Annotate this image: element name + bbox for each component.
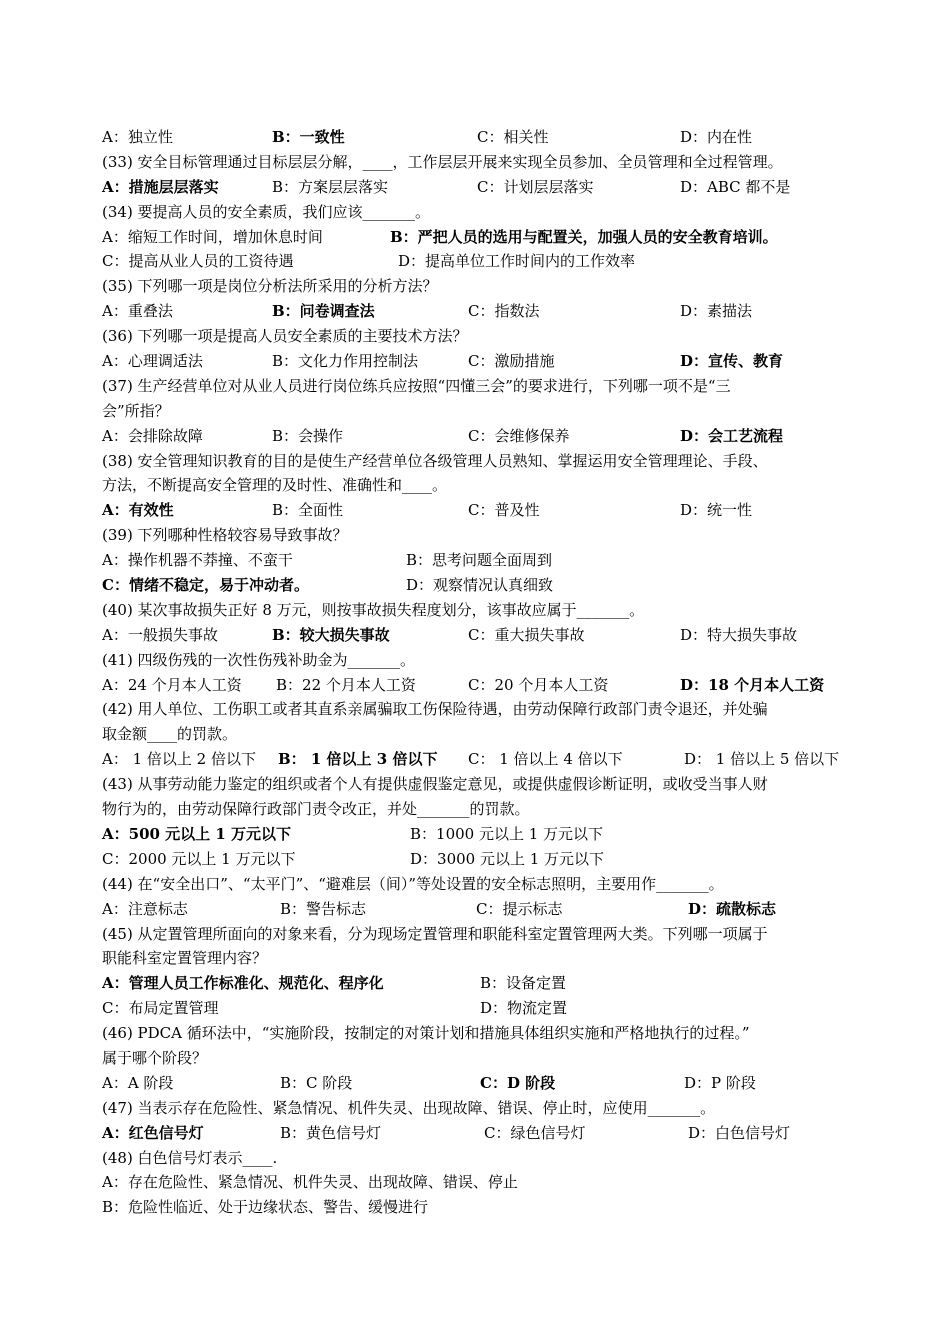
answer-option: C：会维修保养 bbox=[468, 426, 570, 445]
options-row bbox=[102, 1121, 862, 1146]
text-line: (40) 某次事故损失正好 8 万元，则按事故损失程度划分，该事故应属于_______。 bbox=[102, 600, 645, 619]
text-line: 物行为的，由劳动保障行政部门责令改正，并处_______的罚款。 bbox=[102, 800, 530, 819]
options-row bbox=[102, 623, 862, 648]
text-line: (33) 安全目标管理通过目标层层分解，____，工作层层开展来实现全员参加、全员管理和全过程管理。 bbox=[102, 152, 783, 171]
options-row bbox=[102, 673, 862, 698]
answer-option: B：C 阶段 bbox=[280, 1073, 353, 1092]
options-row bbox=[102, 573, 862, 598]
answer-option: C：重大损失事故 bbox=[468, 625, 585, 644]
answer-option: A：操作机器不莽撞、不蛮干 bbox=[102, 551, 293, 570]
answer-option: D：ABC 都不是 bbox=[680, 177, 791, 196]
answer-option-correct: B：一致性 bbox=[272, 128, 345, 146]
answer-option: B：文化力作用控制法 bbox=[272, 352, 419, 371]
answer-option-correct: A：500 元以上 1 万元以下 bbox=[102, 824, 292, 843]
answer-option: A：A 阶段 bbox=[102, 1073, 174, 1092]
options-row bbox=[102, 249, 862, 274]
text-line: (34) 要提高人员的安全素质，我们应该_______。 bbox=[102, 202, 431, 221]
options-row bbox=[102, 125, 862, 150]
answer-option-correct: B：较大损失事故 bbox=[272, 625, 390, 644]
text-line: (41) 四级伤残的一次性伤残补助金为_______。 bbox=[102, 650, 416, 669]
options-row bbox=[102, 996, 862, 1021]
text-line: (39) 下列哪种性格较容易导致事故？ bbox=[102, 526, 348, 545]
answer-option: D：统一性 bbox=[680, 501, 753, 520]
options-row bbox=[102, 1071, 862, 1096]
answer-option: B：22 个月本人工资 bbox=[276, 675, 416, 694]
answer-option: D：提高单位工作时间内的工作效率 bbox=[398, 252, 636, 271]
answer-option: B：方案层层落实 bbox=[272, 177, 389, 196]
answer-option-correct: B：严把人员的选用与配置关，加强人员的安全教育培训。 bbox=[390, 227, 778, 246]
options-row bbox=[102, 971, 862, 996]
text-line: (46) PDCA 循环法中，“实施阶段，按制定的对策计划和措施具体组织实施和严格地执行的过程。” bbox=[102, 1024, 750, 1043]
options-row bbox=[102, 747, 862, 772]
answer-option: C：计划层层落实 bbox=[477, 177, 594, 196]
answer-option: C： 1 倍以上 4 倍以下 bbox=[468, 750, 623, 769]
answer-option-correct: D：宣传、教育 bbox=[680, 352, 784, 371]
answer-option-correct: A：有效性 bbox=[102, 501, 174, 520]
answer-option: D： 1 倍以上 5 倍以下 bbox=[684, 750, 840, 769]
answer-option: D：白色信号灯 bbox=[688, 1123, 791, 1142]
answer-option-correct: D：18 个月本人工资 bbox=[680, 675, 825, 694]
text-line: (37) 生产经营单位对从业人员进行岗位练兵应按照“四懂三会”的要求进行，下列哪一项不是“三 bbox=[102, 376, 731, 395]
text-line: 会”所指？ bbox=[102, 401, 170, 420]
answer-option-correct: D：会工艺流程 bbox=[680, 426, 784, 445]
answer-option: A： 1 倍以上 2 倍以下 bbox=[102, 750, 256, 769]
text-line: (42) 用人单位、工伤职工或者其直系亲属骗取工伤保险待遇，由劳动保障行政部门责令退还，并处骗 bbox=[102, 700, 768, 719]
options-row bbox=[102, 175, 862, 200]
answer-option: C：普及性 bbox=[468, 501, 540, 520]
answer-option: D：特大损失事故 bbox=[680, 625, 798, 644]
answer-option: A：重叠法 bbox=[102, 302, 173, 321]
text-line: (45) 从定置管理所面向的对象来看，分为现场定置管理和职能科室定置管理两大类。下列哪一项属于 bbox=[102, 924, 768, 943]
answer-option: D：P 阶段 bbox=[684, 1073, 756, 1092]
text-line: (38) 安全管理知识教育的目的是使生产经营单位各级管理人员熟知、掌握运用安全管理理论、手段、 bbox=[102, 451, 768, 470]
options-row bbox=[102, 424, 862, 449]
answer-option: C：提高从业人员的工资待遇 bbox=[102, 252, 294, 271]
text-line: (36) 下列哪一项是提高人员安全素质的主要技术方法？ bbox=[102, 327, 468, 346]
answer-option-correct: D：疏散标志 bbox=[688, 899, 777, 918]
answer-option-correct: C：D 阶段 bbox=[480, 1073, 556, 1092]
answer-option: B：设备定置 bbox=[480, 974, 567, 993]
answer-option: C：提示标志 bbox=[476, 899, 563, 918]
question-list bbox=[102, 125, 862, 1220]
text-line: 职能科室定置管理内容？ bbox=[102, 949, 268, 968]
answer-option: A：一般损失事故 bbox=[102, 625, 218, 644]
text-line: (47) 当表示存在危险性、紧急情况、机件失灵、出现故障、错误、停止时，应使用_______。 bbox=[102, 1098, 716, 1117]
answer-option: D：3000 元以上 1 万元以下 bbox=[410, 849, 605, 868]
answer-option-correct: A：管理人员工作标准化、规范化、程序化 bbox=[102, 974, 384, 993]
text-line: (35) 下列哪一项是岗位分析法所采用的分析方法？ bbox=[102, 277, 438, 296]
answer-option: A：24 个月本人工资 bbox=[102, 675, 242, 694]
answer-option: C：2000 元以上 1 万元以下 bbox=[102, 849, 296, 868]
answer-option-correct: A：措施层层落实 bbox=[102, 177, 219, 196]
text-line: B：危险性临近、处于边缘状态、警告、缓慢进行 bbox=[102, 1198, 429, 1217]
answer-option: D：素描法 bbox=[680, 302, 753, 321]
answer-option: B：会操作 bbox=[272, 426, 344, 445]
answer-option: C：相关性 bbox=[477, 128, 549, 146]
options-row bbox=[102, 299, 862, 324]
text-line: (48) 白色信号灯表示____. bbox=[102, 1148, 278, 1167]
options-row bbox=[102, 225, 862, 250]
answer-option: B：黄色信号灯 bbox=[280, 1123, 382, 1142]
answer-option: B：全面性 bbox=[272, 501, 344, 520]
answer-option: D：观察情况认真细致 bbox=[406, 576, 554, 595]
text-line: 方法，不断提高安全管理的及时性、准确性和____。 bbox=[102, 476, 448, 495]
answer-option: C：20 个月本人工资 bbox=[468, 675, 609, 694]
options-row bbox=[102, 349, 862, 374]
answer-option: C：指数法 bbox=[468, 302, 540, 321]
options-row bbox=[102, 847, 862, 872]
answer-option: C：绿色信号灯 bbox=[484, 1123, 586, 1142]
text-line: (44) 在“安全出口”、“太平门”、“避难层（间）”等处设置的安全标志照明，主要用作_______。 bbox=[102, 874, 724, 893]
answer-option: A：会排除故障 bbox=[102, 426, 203, 445]
answer-option: C：布局定置管理 bbox=[102, 999, 219, 1018]
text-line: 取金额____的罚款。 bbox=[102, 725, 238, 744]
answer-option: D：物流定置 bbox=[480, 999, 568, 1018]
answer-option: D：内在性 bbox=[680, 128, 753, 146]
options-row bbox=[102, 548, 862, 573]
text-line: A：存在危险性、紧急情况、机件失灵、出现故障、错误、停止 bbox=[102, 1173, 518, 1192]
answer-option-correct: A：红色信号灯 bbox=[102, 1123, 204, 1142]
answer-option: B：警告标志 bbox=[280, 899, 367, 918]
options-row bbox=[102, 822, 862, 847]
answer-option: A：独立性 bbox=[102, 128, 173, 146]
options-row bbox=[102, 897, 862, 922]
answer-option-correct: C：情绪不稳定，易于冲动者。 bbox=[102, 576, 309, 595]
answer-option: C：激励措施 bbox=[468, 352, 555, 371]
answer-option: A：缩短工作时间，增加休息时间 bbox=[102, 227, 323, 246]
answer-option: A：心理调适法 bbox=[102, 352, 203, 371]
answer-option: B：1000 元以上 1 万元以下 bbox=[410, 824, 604, 843]
answer-option: B：思考问题全面周到 bbox=[406, 551, 553, 570]
answer-option-correct: B：问卷调查法 bbox=[272, 302, 375, 321]
options-row bbox=[102, 498, 862, 523]
text-line: 属于哪个阶段？ bbox=[102, 1048, 208, 1067]
answer-option-correct: B： 1 倍以上 3 倍以下 bbox=[278, 750, 438, 769]
text-line: (43) 从事劳动能力鉴定的组织或者个人有提供虚假鉴定意见，或提供虚假诊断证明，或收受当事人财 bbox=[102, 775, 768, 794]
answer-option: A：注意标志 bbox=[102, 899, 188, 918]
